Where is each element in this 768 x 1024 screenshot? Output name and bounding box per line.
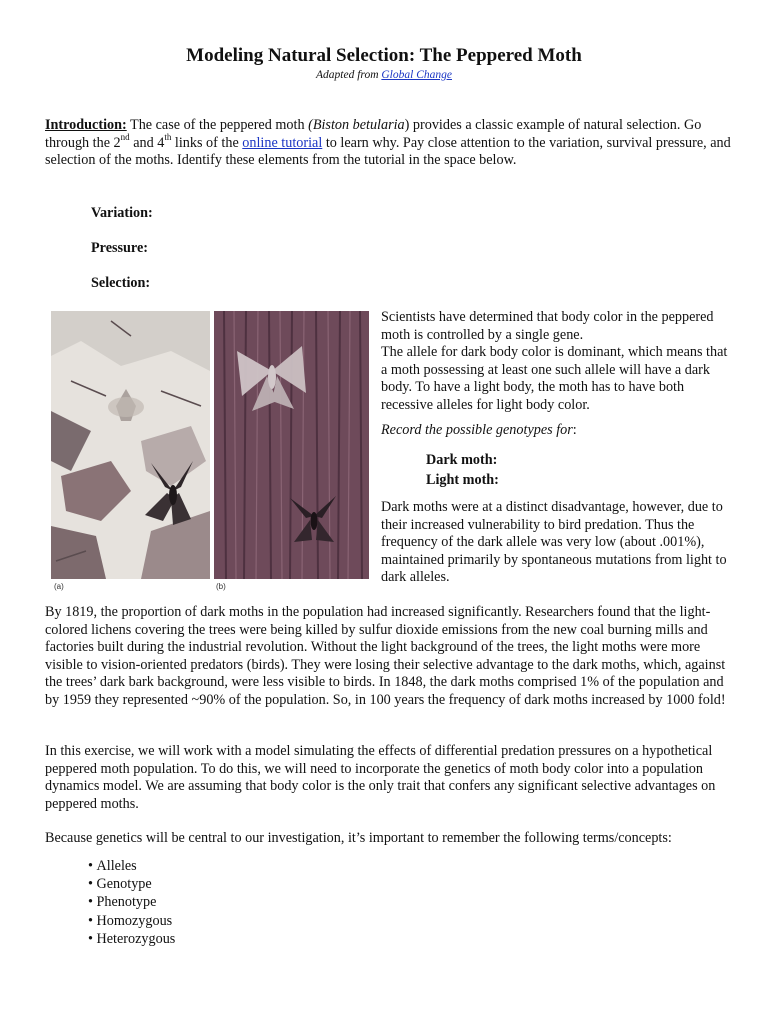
concepts-list (88, 857, 175, 948)
list-item: • Alleles (88, 857, 175, 875)
introduction-label: Introduction: (45, 117, 127, 133)
light-moth-label: Light moth: (426, 472, 499, 488)
intro-text-4: links of the (171, 134, 243, 151)
list-item: • Phenotype (88, 893, 175, 911)
allele-sentence: The allele for dark body color is dominant, which means that a moth possessing at least one such allele will have a dark body. To have a light body, the moth has to have both recessive alleles for light body color. (381, 344, 728, 413)
online-tutorial-link[interactable]: online tutorial (242, 134, 323, 151)
intro-text-3: and 4 (129, 134, 165, 151)
intro-sup-th: th (164, 131, 172, 142)
adapted-prefix: Adapted from (316, 69, 382, 81)
list-item: • Homozygous (88, 912, 175, 930)
record-prompt: Record the possible genotypes for (381, 422, 573, 438)
history-paragraph: By 1819, the proportion of dark moths in the population had increased significantly. Researchers found that the light-colored lichens covering the trees were being killed by sulfur dioxide emissions from the new coal burning mills and factories built during the industrial revolution. Without the light background of the trees, the light moths were more visible to vision-oriented predators (birds). They were losing their selective advantage to the dark moths, which, against the trees’ dark bark background, were less visible to birds. In 1848, the dark moths comprised 1% of the population and by 1959 they represented ~90% of the population. So, in 100 years the frequency of dark moths increased by 1000 fold! (45, 604, 726, 708)
pressure-label: Pressure: (91, 240, 148, 256)
caption-b: (b) (216, 582, 226, 591)
exercise-paragraph: In this exercise, we will work with a model simulating the effects of differential predation pressures on a hypothetical peppered moth population. To do this, we will need to incorporate the genetics of moth body color into a population dynamics model. We are assuming that body color is the only trait that confers any significant selective advantages on peppered moths. (45, 743, 716, 812)
record-colon: : (572, 422, 577, 438)
intro-text-2: ) provides a classic example of natural selection. Go through the 2 (45, 117, 702, 151)
introduction-paragraph (45, 117, 735, 170)
global-change-link[interactable]: Global Change (381, 69, 452, 81)
list-item: • Heterozygous (88, 930, 175, 948)
intro-sup-nd: nd (120, 131, 130, 142)
dark-moth-label: Dark moth: (426, 452, 498, 468)
adapted-from-line (0, 69, 768, 81)
intro-text-5: to learn why. Pay close attention to the variation, survival pressure, and selection of the moths. Identify these elements from the tutorial in the space below. (45, 134, 731, 169)
light-bark-photo (51, 311, 210, 579)
disadvantage-paragraph: Dark moths were at a distinct disadvantage, however, due to their increased vulnerability to bird predation. Thus the frequency of the dark allele was very low (about .001%), maintained primarily by spontaneous mutations from light to dark alleles. (381, 499, 727, 586)
selection-label: Selection: (91, 275, 151, 291)
dark-bark-photo (214, 311, 369, 579)
caption-a: (a) (54, 582, 64, 591)
intro-text-1: The case of the peppered moth (126, 117, 309, 133)
variation-label: Variation: (91, 205, 153, 221)
page-title: Modeling Natural Selection: The Peppered Moth (186, 45, 582, 66)
gene-sentence: Scientists have determined that body color in the peppered moth is controlled by a single gene. (381, 309, 714, 343)
moth-figure (51, 311, 369, 596)
list-item: • Genotype (88, 875, 175, 893)
record-genotypes-line (381, 422, 731, 440)
gene-paragraph (381, 309, 731, 415)
species-name: (Biston betularia (308, 117, 405, 133)
genetics-intro-paragraph: Because genetics will be central to our investigation, it’s important to remember the following terms/concepts: (45, 830, 672, 846)
